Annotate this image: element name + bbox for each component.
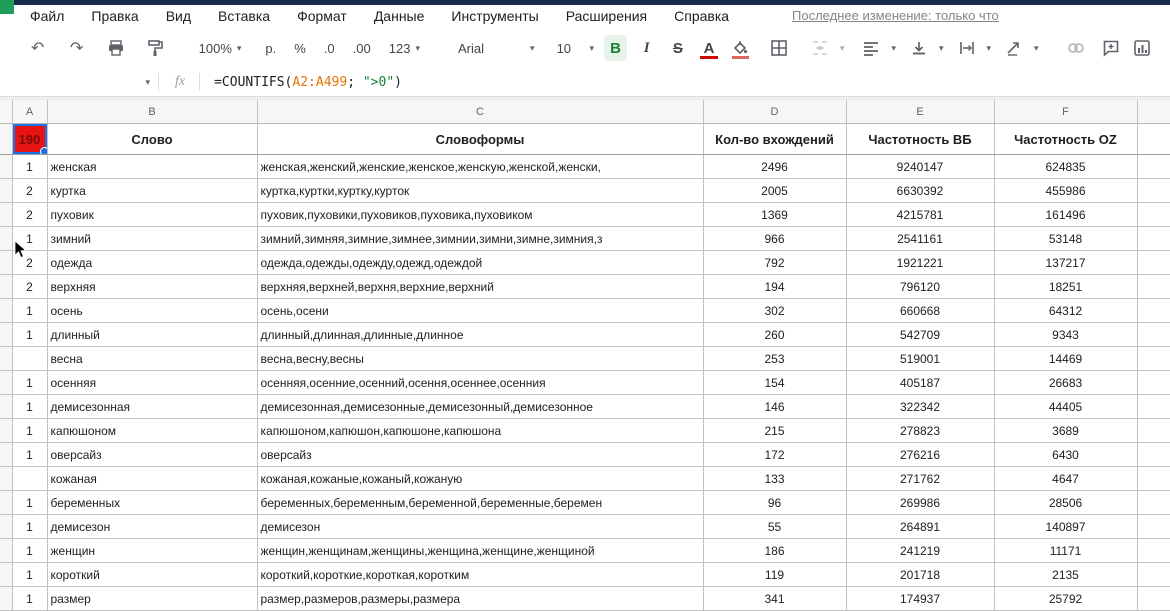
cell-G20[interactable] <box>1137 587 1170 611</box>
cell-G10[interactable] <box>1137 347 1170 371</box>
menu-item-3[interactable]: Вставка <box>218 8 271 24</box>
chevron-down-icon: ▾ <box>986 42 992 53</box>
cell-B20[interactable]: размер <box>47 587 257 611</box>
cell-B9[interactable]: длинный <box>47 323 257 347</box>
cell-F15[interactable]: 4647 <box>994 467 1137 491</box>
chevron-down-icon: ▾ <box>589 42 594 53</box>
cell-G2[interactable] <box>1137 155 1170 179</box>
cell-C16[interactable]: беременных,беременным,беременной,беременные,беремен <box>257 491 703 515</box>
cell-A19[interactable]: 1 <box>12 563 47 587</box>
cell-D17[interactable]: 55 <box>703 515 846 539</box>
cell-B8[interactable]: осень <box>47 299 257 323</box>
row-gutter-corner[interactable] <box>0 100 12 124</box>
chevron-down-icon: ▾ <box>530 42 535 53</box>
font-size-select[interactable]: 10 ▾ <box>556 40 594 56</box>
cell-A17[interactable]: 1 <box>12 515 47 539</box>
row-gutter[interactable] <box>0 371 12 395</box>
italic-button[interactable]: I <box>643 39 650 56</box>
cell-F2[interactable]: 624835 <box>994 155 1137 179</box>
cell-A5[interactable]: 1 <box>12 227 47 251</box>
cell-C11[interactable]: осенняя,осенние,осенний,осення,осеннее,осенния <box>257 371 703 395</box>
cell-F4[interactable]: 161496 <box>994 203 1137 227</box>
cell-A12[interactable]: 1 <box>12 395 47 419</box>
cell-E12[interactable]: 322342 <box>846 395 994 419</box>
cell-C1[interactable]: Словоформы <box>257 124 703 155</box>
row-gutter[interactable] <box>0 467 12 491</box>
cell-F14[interactable]: 6430 <box>994 443 1137 467</box>
borders-icon[interactable] <box>768 35 791 61</box>
row-gutter[interactable] <box>0 515 12 539</box>
menu-item-1[interactable]: Правка <box>91 8 139 24</box>
cell-C18[interactable]: женщин,женщинам,женщины,женщина,женщине,женщиной <box>257 539 703 563</box>
cell-E6[interactable]: 1921221 <box>846 251 994 275</box>
cell-C13[interactable]: капюшоном,капюшон,капюшоне,капюшона <box>257 419 703 443</box>
cell-C17[interactable]: демисезон <box>257 515 703 539</box>
cell-G12[interactable] <box>1137 395 1170 419</box>
row-gutter[interactable] <box>0 587 12 611</box>
cell-E2[interactable]: 9240147 <box>846 155 994 179</box>
cell-D18[interactable]: 186 <box>703 539 846 563</box>
selected-cell-value: 190 <box>18 131 41 147</box>
row-gutter[interactable] <box>0 251 12 275</box>
strikethrough-button[interactable]: S <box>672 39 683 57</box>
cell-B18[interactable]: женщин <box>47 539 257 563</box>
cell-D14[interactable]: 172 <box>703 443 846 467</box>
chevron-down-icon: ▾ <box>891 42 896 53</box>
chevron-down-icon[interactable]: ▾ <box>839 42 845 53</box>
cell-E19[interactable]: 201718 <box>846 563 994 587</box>
chevron-down-icon: ▾ <box>1034 42 1039 53</box>
table-row <box>0 539 1170 563</box>
cell-E8[interactable]: 660668 <box>846 299 994 323</box>
cell-F11[interactable]: 26683 <box>994 371 1137 395</box>
cell-B17[interactable]: демисезон <box>47 515 257 539</box>
cell-C19[interactable]: короткий,короткие,короткая,коротким <box>257 563 703 587</box>
cell-E16[interactable]: 269986 <box>846 491 994 515</box>
cell-B12[interactable]: демисезонная <box>47 395 257 419</box>
decrease-decimal-button[interactable]: .0 <box>323 40 335 56</box>
cell-B13[interactable]: капюшоном <box>47 419 257 443</box>
row-gutter[interactable] <box>0 155 12 179</box>
cell-G7[interactable] <box>1137 275 1170 299</box>
cell-D9[interactable]: 260 <box>703 323 846 347</box>
cell-D16[interactable]: 96 <box>703 491 846 515</box>
cell-B16[interactable]: беременных <box>47 491 257 515</box>
formula-part: ">0" <box>362 74 395 90</box>
row-gutter[interactable] <box>0 347 12 371</box>
cell-D15[interactable]: 133 <box>703 467 846 491</box>
cell-E11[interactable]: 405187 <box>846 371 994 395</box>
cell-A8[interactable]: 1 <box>12 299 47 323</box>
cell-E5[interactable]: 2541161 <box>846 227 994 251</box>
cell-E20[interactable]: 174937 <box>846 587 994 611</box>
cell-G11[interactable] <box>1137 371 1170 395</box>
column-header-F[interactable]: F <box>994 100 1137 124</box>
cell-A20[interactable]: 1 <box>12 587 47 611</box>
formula-bar <box>0 68 1170 97</box>
cell-A16[interactable]: 1 <box>12 491 47 515</box>
table-header-row <box>0 124 1170 155</box>
chevron-down-icon: ▾ <box>938 42 944 53</box>
text-color-swatch <box>700 56 717 59</box>
cell-B15[interactable]: кожаная <box>47 467 257 491</box>
menu-bar <box>30 8 729 24</box>
column-header-partial[interactable] <box>1137 100 1170 124</box>
sheets-logo-icon <box>0 0 14 14</box>
cell-D5[interactable]: 966 <box>703 227 846 251</box>
row-gutter[interactable] <box>0 227 12 251</box>
cell-F17[interactable]: 140897 <box>994 515 1137 539</box>
formula-part: ) <box>394 74 402 90</box>
cell-F9[interactable]: 9343 <box>994 323 1137 347</box>
cell-G6[interactable] <box>1137 251 1170 275</box>
bold-button[interactable]: B <box>604 35 627 61</box>
cell-C9[interactable]: длинный,длинная,длинные,длинное <box>257 323 703 347</box>
table-row <box>0 563 1170 587</box>
cell-G13[interactable] <box>1137 419 1170 443</box>
cell-F1[interactable]: Частотность OZ <box>994 124 1137 155</box>
cell-C12[interactable]: демисезонная,демисезонные,демисезонный,демисезонное <box>257 395 703 419</box>
table-row <box>0 419 1170 443</box>
cell-F10[interactable]: 14469 <box>994 347 1137 371</box>
redo-icon[interactable]: ↷ <box>70 40 84 57</box>
cell-C7[interactable]: верхняя,верхней,верхня,верхние,верхний <box>257 275 703 299</box>
cell-E18[interactable]: 241219 <box>846 539 994 563</box>
table-row <box>0 179 1170 203</box>
table-row <box>0 299 1170 323</box>
increase-decimal-button[interactable]: .00 <box>352 40 371 56</box>
insert-chart-icon[interactable] <box>1131 35 1154 61</box>
cell-E10[interactable]: 519001 <box>846 347 994 371</box>
table-row <box>0 203 1170 227</box>
cell-B14[interactable]: оверсайз <box>47 443 257 467</box>
menu-item-4[interactable]: Формат <box>297 8 347 24</box>
name-box[interactable] <box>0 77 158 88</box>
column-header-A[interactable]: A <box>12 100 47 124</box>
cell-G18[interactable] <box>1137 539 1170 563</box>
text-rotation-select[interactable] <box>1001 35 1039 61</box>
zoom-select[interactable]: 100% ▾ <box>198 40 242 56</box>
toolbar <box>0 28 1170 68</box>
cell-D7[interactable]: 194 <box>703 275 846 299</box>
cell-E13[interactable]: 278823 <box>846 419 994 443</box>
format-percent-button[interactable]: % <box>294 40 306 56</box>
cell-B3[interactable]: куртка <box>47 179 257 203</box>
cell-B1[interactable]: Слово <box>47 124 257 155</box>
table-row <box>0 251 1170 275</box>
cell-D4[interactable]: 1369 <box>703 203 846 227</box>
cell-D6[interactable]: 792 <box>703 251 846 275</box>
horizontal-align-select[interactable] <box>858 35 896 61</box>
cell-B4[interactable]: пуховик <box>47 203 257 227</box>
cell-G1[interactable] <box>1137 124 1170 155</box>
table-row <box>0 227 1170 251</box>
cell-F7[interactable]: 18251 <box>994 275 1137 299</box>
text-wrap-select[interactable] <box>954 35 992 61</box>
cell-C6[interactable]: одежда,одежды,одежду,одежд,одеждой <box>257 251 703 275</box>
cell-D11[interactable]: 154 <box>703 371 846 395</box>
cell-E4[interactable]: 4215781 <box>846 203 994 227</box>
cell-E9[interactable]: 542709 <box>846 323 994 347</box>
cell-B11[interactable]: осенняя <box>47 371 257 395</box>
cell-A11[interactable]: 1 <box>12 371 47 395</box>
cell-A15[interactable] <box>12 467 47 491</box>
column-header-D[interactable]: D <box>703 100 846 124</box>
cell-C4[interactable]: пуховик,пуховики,пуховиков,пуховика,пуховиком <box>257 203 703 227</box>
cell-G9[interactable] <box>1137 323 1170 347</box>
cell-E1[interactable]: Частотность ВБ <box>846 124 994 155</box>
row-gutter[interactable] <box>0 299 12 323</box>
formula-input[interactable] <box>200 75 402 90</box>
cell-E17[interactable]: 264891 <box>846 515 994 539</box>
top-bar <box>0 0 1170 28</box>
table-row <box>0 491 1170 515</box>
cell-G17[interactable] <box>1137 515 1170 539</box>
cell-A10[interactable] <box>12 347 47 371</box>
formula-part: ; <box>347 74 363 90</box>
last-edit-link[interactable]: Последнее изменение: только что <box>792 8 999 23</box>
cell-G14[interactable] <box>1137 443 1170 467</box>
cell-D2[interactable]: 2496 <box>703 155 846 179</box>
formula-part: A2:A499 <box>292 74 348 90</box>
cell-F16[interactable]: 28506 <box>994 491 1137 515</box>
cell-C2[interactable]: женская,женский,женские,женское,женскую,женской,женски, <box>257 155 703 179</box>
table-row <box>0 587 1170 611</box>
menu-item-0[interactable]: Файл <box>30 8 65 24</box>
cell-G5[interactable] <box>1137 227 1170 251</box>
cell-F3[interactable]: 455986 <box>994 179 1137 203</box>
cell-F12[interactable]: 44405 <box>994 395 1137 419</box>
cell-C8[interactable]: осень,осени <box>257 299 703 323</box>
chevron-down-icon: ▾ <box>415 42 420 53</box>
cell-D12[interactable]: 146 <box>703 395 846 419</box>
fill-handle[interactable] <box>40 147 48 155</box>
cell-E7[interactable]: 796120 <box>846 275 994 299</box>
table-row <box>0 347 1170 371</box>
column-letters-row <box>0 100 1170 124</box>
fx-icon: fx <box>175 74 186 89</box>
chevron-down-icon: ▾ <box>236 42 242 53</box>
cell-B6[interactable]: одежда <box>47 251 257 275</box>
cell-E14[interactable]: 276216 <box>846 443 994 467</box>
cell-G8[interactable] <box>1137 299 1170 323</box>
row-gutter[interactable] <box>0 179 12 203</box>
cell-G3[interactable] <box>1137 179 1170 203</box>
cell-D1[interactable]: Кол-во вхождений <box>703 124 846 155</box>
table-row <box>0 515 1170 539</box>
cell-D19[interactable]: 119 <box>703 563 846 587</box>
cell-D3[interactable]: 2005 <box>703 179 846 203</box>
row-gutter[interactable] <box>0 275 12 299</box>
cell-B10[interactable]: весна <box>47 347 257 371</box>
row-gutter[interactable] <box>0 563 12 587</box>
cell-B7[interactable]: верхняя <box>47 275 257 299</box>
cell-F8[interactable]: 64312 <box>994 299 1137 323</box>
row-gutter[interactable] <box>0 203 12 227</box>
column-header-B[interactable]: B <box>47 100 257 124</box>
spreadsheet <box>0 100 1170 611</box>
cell-A7[interactable]: 2 <box>12 275 47 299</box>
print-icon[interactable] <box>104 35 127 61</box>
cell-A2[interactable]: 1 <box>12 155 47 179</box>
format-currency-button[interactable]: р. <box>265 40 277 56</box>
menu-item-6[interactable]: Инструменты <box>451 8 539 24</box>
insert-comment-icon[interactable] <box>1100 35 1123 61</box>
cell-C15[interactable]: кожаная,кожаные,кожаный,кожаную <box>257 467 703 491</box>
chevron-down-icon: ▾ <box>145 76 150 87</box>
insert-link-icon[interactable] <box>1065 35 1088 61</box>
menu-item-7[interactable]: Расширения <box>565 8 648 24</box>
row-gutter[interactable] <box>0 539 12 563</box>
cell-D10[interactable]: 253 <box>703 347 846 371</box>
formula-part: =COUNTIFS( <box>214 74 293 90</box>
cell-A14[interactable]: 1 <box>12 443 47 467</box>
cell-B5[interactable]: зимний <box>47 227 257 251</box>
paint-format-icon[interactable] <box>143 35 166 61</box>
cell-A4[interactable]: 2 <box>12 203 47 227</box>
cell-G16[interactable] <box>1137 491 1170 515</box>
cell-E3[interactable]: 6630392 <box>846 179 994 203</box>
cell-F19[interactable]: 2135 <box>994 563 1137 587</box>
column-header-E[interactable]: E <box>846 100 994 124</box>
row-gutter[interactable] <box>0 419 12 443</box>
cell-B19[interactable]: короткий <box>47 563 257 587</box>
cell-A3[interactable]: 2 <box>12 179 47 203</box>
cell-F20[interactable]: 25792 <box>994 587 1137 611</box>
cell-G15[interactable] <box>1137 467 1170 491</box>
cell-B2[interactable]: женская <box>47 155 257 179</box>
undo-icon[interactable]: ↶ <box>30 40 45 57</box>
cell-C20[interactable]: размер,размеров,размеры,размера <box>257 587 703 611</box>
row-gutter[interactable] <box>0 491 12 515</box>
fill-color-swatch <box>732 56 749 59</box>
vertical-align-select[interactable] <box>906 35 944 61</box>
cell-D20[interactable]: 341 <box>703 587 846 611</box>
cell-E15[interactable]: 271762 <box>846 467 994 491</box>
menu-item-5[interactable]: Данные <box>373 8 425 24</box>
table-row <box>0 275 1170 299</box>
cell-F18[interactable]: 11171 <box>994 539 1137 563</box>
cell-A13[interactable]: 1 <box>12 419 47 443</box>
column-header-C[interactable]: C <box>257 100 703 124</box>
fill-color-icon[interactable] <box>729 35 752 61</box>
cell-A1[interactable] <box>12 124 47 155</box>
table-row <box>0 443 1170 467</box>
number-format-select[interactable]: 123 ▾ <box>388 40 420 56</box>
row-gutter[interactable] <box>0 395 12 419</box>
cell-G4[interactable] <box>1137 203 1170 227</box>
cell-C10[interactable]: весна,весну,весны <box>257 347 703 371</box>
cell-A6[interactable]: 2 <box>12 251 47 275</box>
merge-cells-icon[interactable] <box>807 35 833 61</box>
menu-item-2[interactable]: Вид <box>165 8 192 24</box>
cell-D13[interactable]: 215 <box>703 419 846 443</box>
cell-A18[interactable]: 1 <box>12 539 47 563</box>
row-gutter[interactable] <box>0 443 12 467</box>
table-row <box>0 323 1170 347</box>
cell-A9[interactable]: 1 <box>12 323 47 347</box>
row-gutter[interactable] <box>0 124 12 155</box>
cell-C14[interactable]: оверсайз <box>257 443 703 467</box>
cell-C3[interactable]: куртка,куртки,куртку,курток <box>257 179 703 203</box>
menu-item-8[interactable]: Справка <box>674 8 730 24</box>
table-row <box>0 395 1170 419</box>
cell-G19[interactable] <box>1137 563 1170 587</box>
row-gutter[interactable] <box>0 323 12 347</box>
cell-F13[interactable]: 3689 <box>994 419 1137 443</box>
text-color-button[interactable]: A <box>697 35 720 61</box>
table-row <box>0 467 1170 491</box>
window-top-strip <box>8 0 1170 5</box>
cell-F5[interactable]: 53148 <box>994 227 1137 251</box>
font-select[interactable]: Arial ▾ <box>457 40 535 56</box>
table-row <box>0 371 1170 395</box>
table-row <box>0 155 1170 179</box>
cell-D8[interactable]: 302 <box>703 299 846 323</box>
cell-C5[interactable]: зимний,зимняя,зимние,зимнее,зимнии,зимни,зимне,зимния,з <box>257 227 703 251</box>
cell-F6[interactable]: 137217 <box>994 251 1137 275</box>
